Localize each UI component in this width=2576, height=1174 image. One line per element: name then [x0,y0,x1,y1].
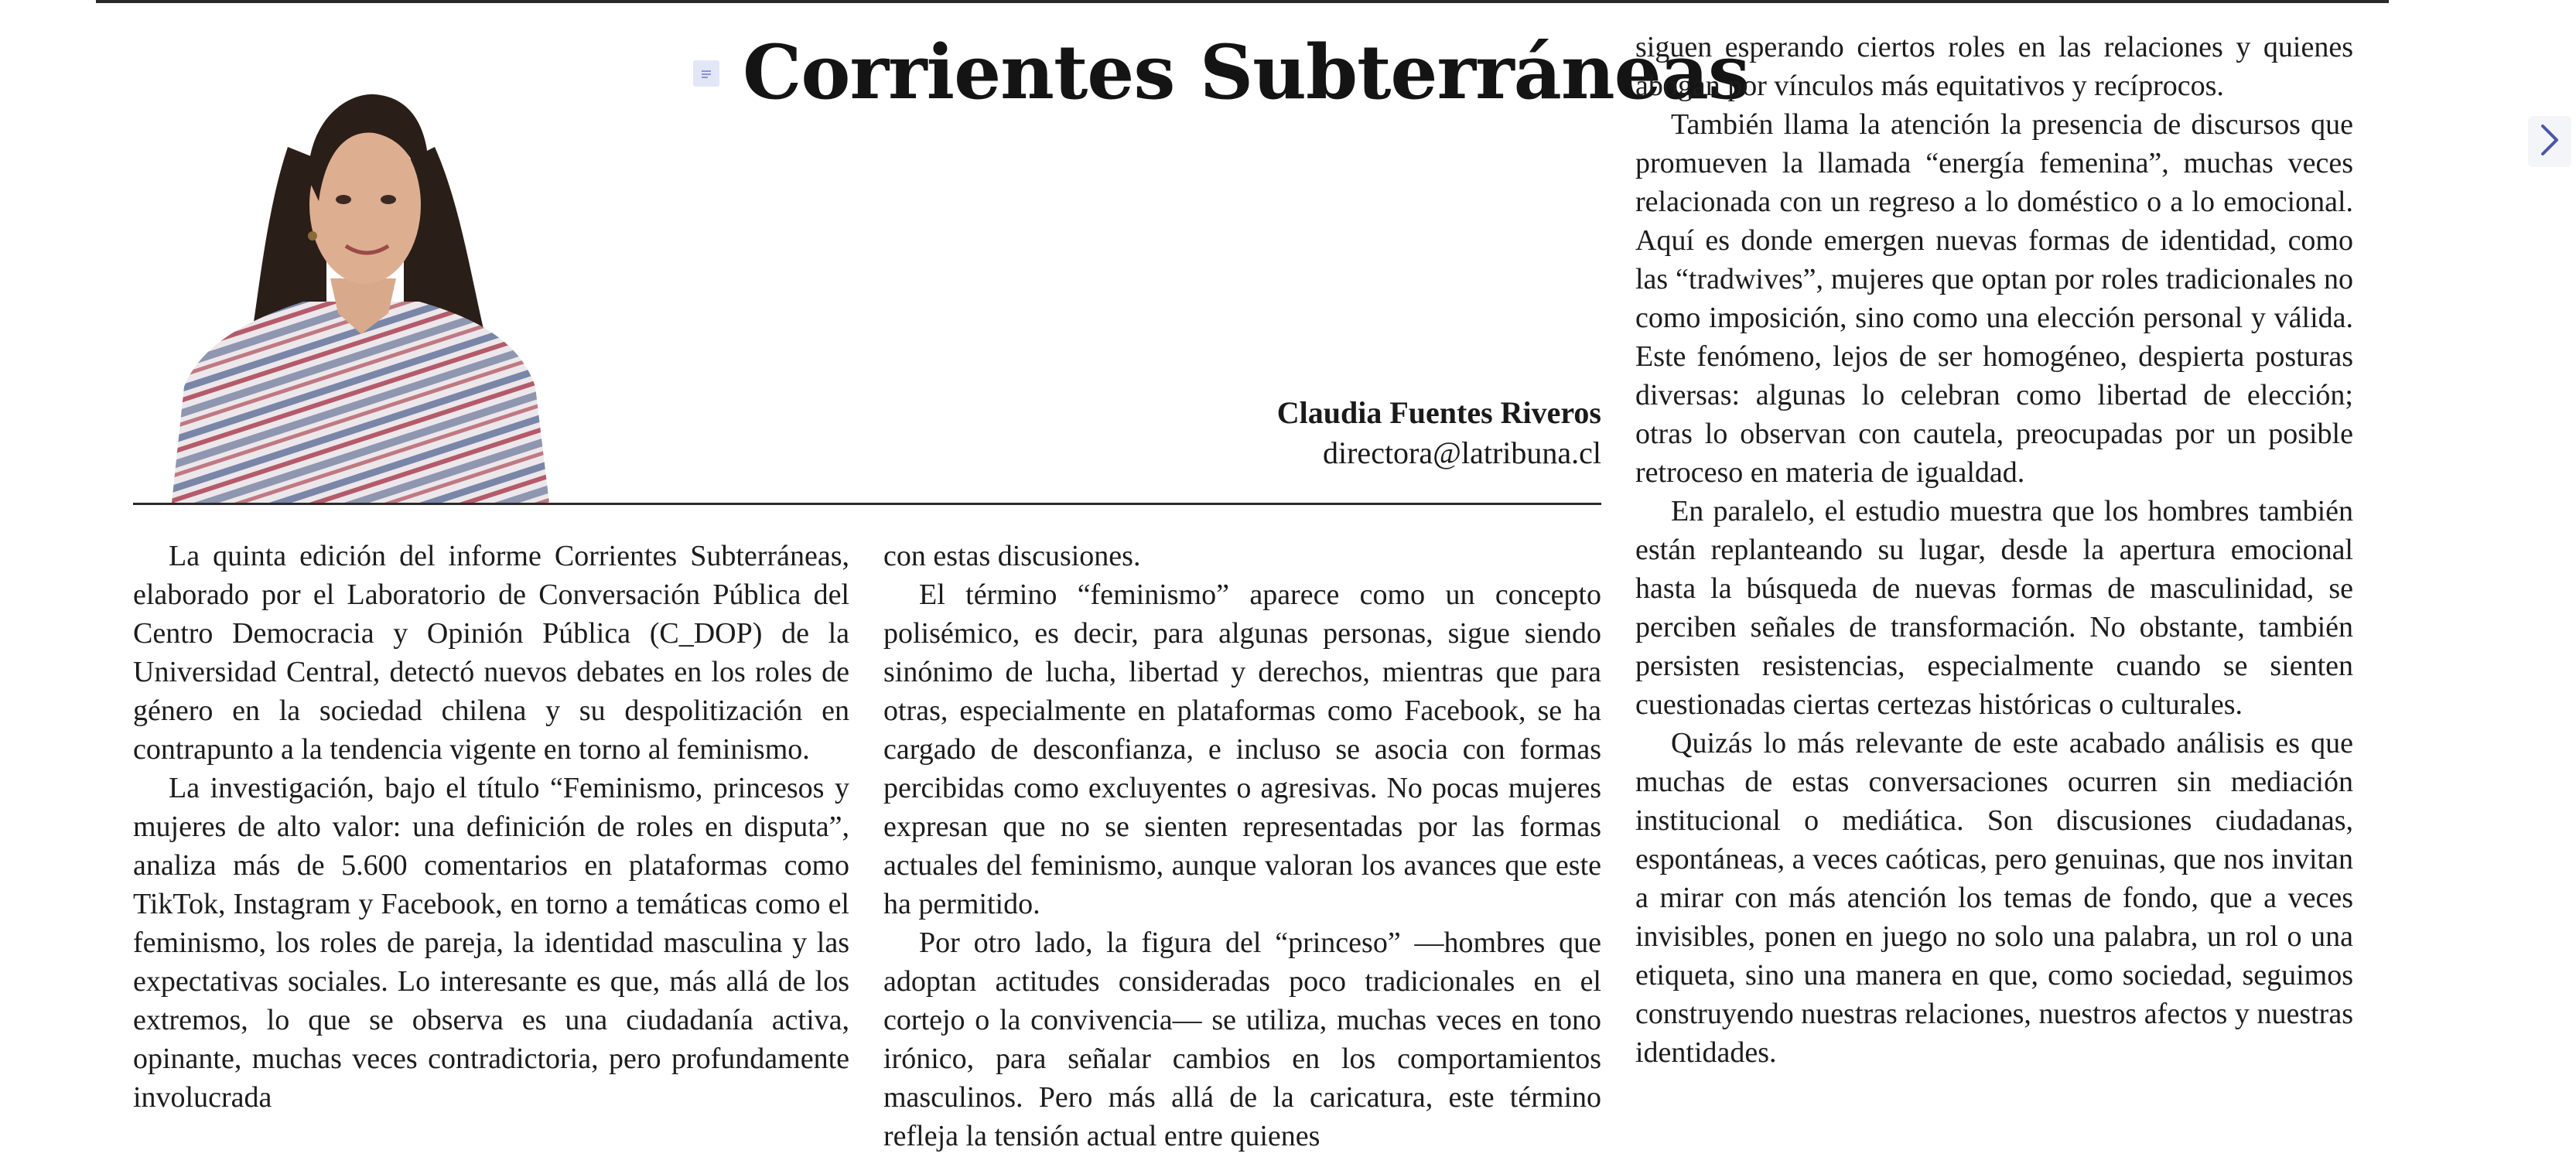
author-photo [172,46,549,503]
paragraph: siguen esperando ciertos roles en las relaciones y quienes abogan por vínculos más equitativos y recíprocos. [1635,31,2353,102]
article-column-3 [1635,28,2353,1072]
paragraph: En paralelo, el estudio muestra que los hombres también están replanteando su lugar, desde la apertura emocional hasta la búsqueda de nuevas formas de masculinidad, se perciben señales de transformación. No obstante, también persisten resistencias, especialmente cuando se sienten cuestionadas ciertas certezas históricas o culturales. [1635,495,2353,721]
paragraph: La investigación, bajo el título “Feminismo, princesos y mujeres de alto valor: una definición de roles en disputa”, analiza más de 5.600 comentarios en plataformas como TikTok, Instagram y Facebook, en torno a temáticas como el feminismo, los roles de pareja, la identidad masculina y las expectativas sociales. Lo interesante es que, más allá de los extremos, lo que se observa es una ciudadanía activa, opinante, muchas veces contradictoria, pero profundamente involucrada [133,772,849,1114]
headline: Corrientes Subterráneas [743,29,1749,116]
paragraph: El término “feminismo” aparece como un concepto polisémico, es decir, para algunas personas, sigue siendo sinónimo de lucha, libertad y derechos, mientras que para otras, especialmente en plataformas como Facebook, se ha cargado de desconfianza, e incluso se asocia con formas percibidas como excluyentes o agresivas. No pocas mujeres expresan que no se sienten representadas por las formas actuales del feminismo, aunque valoran los avances que este ha permitido. [883,578,1601,920]
next-page-button[interactable] [2528,116,2571,167]
header-divider [133,503,1601,505]
top-rule [96,0,2389,3]
author-name: Claudia Fuentes Riveros [1276,395,1601,430]
paragraph: Quizás lo más relevante de este acabado análisis es que muchas de estas conversaciones ocurren sin mediación institucional o mediática. Son discusiones ciudadanas, espontáneas, a veces caóticas, pero genuinas, que nos invitan a mirar con más atención los temas de fondo, que a veces invisibles, ponen en juego no solo una palabra, un rol o una etiqueta, sino una manera en que, como sociedad, seguimos construyendo nuestras relaciones, nuestros afectos y nuestras identidades. [1635,727,2353,1069]
chevron-right-icon [2538,123,2561,161]
article-column-1 [133,537,849,1117]
author-email[interactable]: directora@latribuna.cl [1323,435,1601,470]
paragraph: La quinta edición del informe Corrientes Subterráneas, elaborado por el Laboratorio de Conversación Pública del Centro Democracia y Opinión Pública (C_DOP) de la Universidad Central, detectó nuevos debates en los roles de género en la sociedad chilena y su despolitización en contrapunto a la tendencia vigente en torno al feminismo. [133,540,849,766]
paragraph: Por otro lado, la figura del “princeso” —hombres que adoptan actitudes consideradas poco tradicionales en el cortejo o la convivencia— se utiliza, muchas veces en tono irónico, para señalar cambios en los comportamientos masculinos. Pero más allá de la caricatura, este término refleja la tensión actual entre quienes [883,927,1601,1152]
article-column-2 [883,537,1601,1155]
comment-icon[interactable] [693,60,719,87]
paragraph: También llama la atención la presencia de discursos que promueven la llamada “energía femenina”, muchas veces relacionada con un regreso a lo doméstico o a lo emocional. Aquí es donde emergen nuevas formas de identidad, como las “tradwives”, mujeres que optan por roles tradicionales no como imposición, sino como una elección personal y válida. Este fenómeno, lejos de ser homogéneo, despierta posturas diversas: algunas lo celebran como libertad de elección; otras lo observan con cautela, preocupadas por un posible retroceso en materia de igualdad. [1635,108,2353,489]
paragraph: con estas discusiones. [883,540,1141,572]
